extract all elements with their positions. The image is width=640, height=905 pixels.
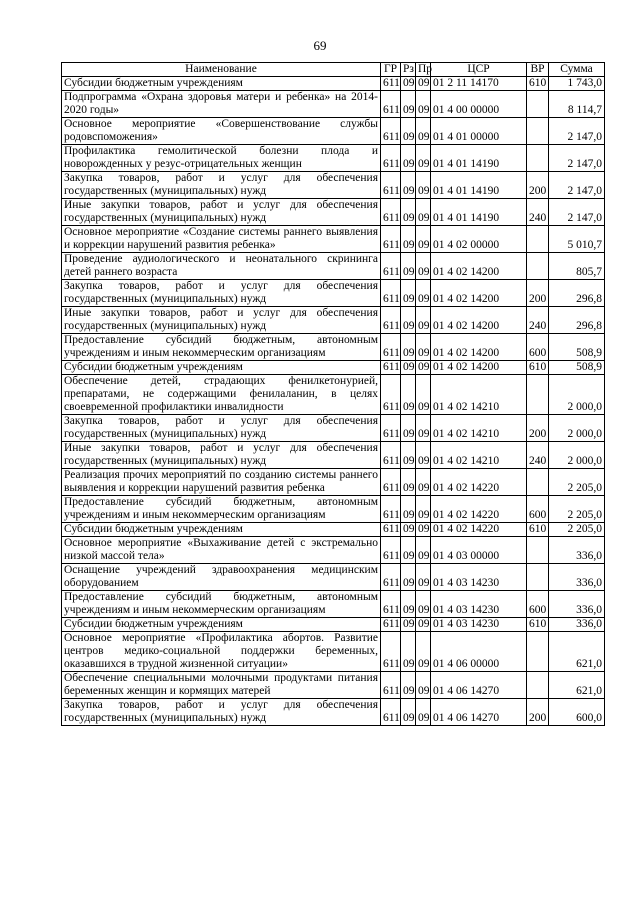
- cell-csr: 01 4 03 14230: [431, 564, 527, 591]
- cell-name: Профилактика гемолитической болезни плода и новорожденных у резус-отрицательных женщин: [62, 145, 381, 172]
- header-sum: Сумма: [549, 63, 605, 77]
- cell-name: Закупка товаров, работ и услуг для обеспечения государственных (муниципальных) нужд: [62, 415, 381, 442]
- cell-csr: 01 4 02 14200: [431, 280, 527, 307]
- cell-name: Основное мероприятие «Профилактика абортов. Развитие центров медико-социальной поддержки беременных, оказавшихся в трудной жизненной ситуации»: [62, 632, 381, 672]
- cell-rz: 09: [401, 496, 416, 523]
- cell-rz: 09: [401, 172, 416, 199]
- cell-pr: 09: [416, 91, 431, 118]
- cell-gr: 611: [381, 145, 401, 172]
- cell-pr: 09: [416, 172, 431, 199]
- cell-sum: 2 147,0: [549, 145, 605, 172]
- cell-name: Основное мероприятие «Совершенствование службы родовспоможения»: [62, 118, 381, 145]
- header-gr: ГР: [381, 63, 401, 77]
- table-row: [62, 618, 605, 632]
- cell-pr: 09: [416, 537, 431, 564]
- cell-sum: 600,0: [549, 699, 605, 726]
- cell-gr: 611: [381, 537, 401, 564]
- cell-pr: 09: [416, 253, 431, 280]
- cell-vr: [527, 375, 549, 415]
- cell-pr: 09: [416, 618, 431, 632]
- cell-name: Основное мероприятие «Выхаживание детей с экстремально низкой массой тела»: [62, 537, 381, 564]
- cell-pr: 09: [416, 307, 431, 334]
- cell-gr: 611: [381, 496, 401, 523]
- cell-sum: 336,0: [549, 591, 605, 618]
- cell-csr: 01 4 02 14210: [431, 375, 527, 415]
- cell-rz: 09: [401, 361, 416, 375]
- cell-csr: 01 4 01 14190: [431, 145, 527, 172]
- cell-name: Предоставление субсидий бюджетным, автономным учреждениям и иным некоммерческим организациям: [62, 591, 381, 618]
- cell-name: Обеспечение специальными молочными продуктами питания беременных женщин и кормящих матерей: [62, 672, 381, 699]
- cell-csr: 01 4 03 14230: [431, 591, 527, 618]
- cell-name: Закупка товаров, работ и услуг для обеспечения государственных (муниципальных) нужд: [62, 172, 381, 199]
- table-row: [62, 442, 605, 469]
- budget-table: [61, 62, 605, 726]
- header-csr: ЦСР: [431, 63, 527, 77]
- cell-vr: [527, 91, 549, 118]
- cell-rz: 09: [401, 469, 416, 496]
- table-row: [62, 672, 605, 699]
- table-row: [62, 591, 605, 618]
- cell-gr: 611: [381, 226, 401, 253]
- cell-gr: 611: [381, 415, 401, 442]
- cell-vr: 610: [527, 618, 549, 632]
- cell-vr: [527, 118, 549, 145]
- table-row: [62, 375, 605, 415]
- cell-csr: 01 2 11 14170: [431, 77, 527, 91]
- cell-pr: 09: [416, 145, 431, 172]
- cell-sum: 805,7: [549, 253, 605, 280]
- table-row: [62, 77, 605, 91]
- cell-rz: 09: [401, 118, 416, 145]
- cell-sum: 2 000,0: [549, 375, 605, 415]
- cell-name: Оснащение учреждений здравоохранения медицинским оборудованием: [62, 564, 381, 591]
- cell-pr: 09: [416, 375, 431, 415]
- cell-rz: 09: [401, 618, 416, 632]
- cell-sum: 621,0: [549, 672, 605, 699]
- cell-gr: 611: [381, 564, 401, 591]
- cell-vr: 610: [527, 523, 549, 537]
- cell-vr: 600: [527, 334, 549, 361]
- cell-sum: 2 205,0: [549, 496, 605, 523]
- cell-gr: 611: [381, 334, 401, 361]
- cell-name: Иные закупки товаров, работ и услуг для обеспечения государственных (муниципальных) нужд: [62, 307, 381, 334]
- cell-rz: 09: [401, 77, 416, 91]
- table-row: [62, 496, 605, 523]
- cell-pr: 09: [416, 469, 431, 496]
- cell-pr: 09: [416, 361, 431, 375]
- cell-name: Подпрограмма «Охрана здоровья матери и ребенка» на 2014-2020 годы»: [62, 91, 381, 118]
- table-row: [62, 523, 605, 537]
- cell-sum: 2 147,0: [549, 199, 605, 226]
- cell-sum: 621,0: [549, 632, 605, 672]
- cell-pr: 09: [416, 199, 431, 226]
- table-row: [62, 334, 605, 361]
- cell-pr: 09: [416, 118, 431, 145]
- table-row: [62, 199, 605, 226]
- table-header-row: [62, 63, 605, 77]
- table-row: [62, 415, 605, 442]
- table-row: [62, 699, 605, 726]
- cell-rz: 09: [401, 280, 416, 307]
- cell-gr: 611: [381, 253, 401, 280]
- cell-pr: 09: [416, 672, 431, 699]
- page-number: 69: [313, 38, 327, 53]
- cell-rz: 09: [401, 307, 416, 334]
- cell-rz: 09: [401, 415, 416, 442]
- cell-vr: 200: [527, 280, 549, 307]
- cell-vr: [527, 537, 549, 564]
- cell-gr: 611: [381, 91, 401, 118]
- cell-vr: 200: [527, 415, 549, 442]
- cell-pr: 09: [416, 77, 431, 91]
- cell-gr: 611: [381, 523, 401, 537]
- cell-rz: 09: [401, 564, 416, 591]
- cell-pr: 09: [416, 415, 431, 442]
- cell-csr: 01 4 00 00000: [431, 91, 527, 118]
- cell-gr: 611: [381, 591, 401, 618]
- cell-gr: 611: [381, 632, 401, 672]
- cell-vr: 600: [527, 591, 549, 618]
- cell-vr: [527, 145, 549, 172]
- cell-pr: 09: [416, 226, 431, 253]
- table-row: [62, 253, 605, 280]
- cell-name: Обеспечение детей, страдающих фенилкетонурией, препаратами, не содержащими фенилаланин, в целях своевременной профилактики инвалидности: [62, 375, 381, 415]
- cell-gr: 611: [381, 199, 401, 226]
- cell-name: Проведение аудиологического и неонатального скрининга детей раннего возраста: [62, 253, 381, 280]
- table-row: [62, 172, 605, 199]
- cell-rz: 09: [401, 253, 416, 280]
- table-row: [62, 307, 605, 334]
- cell-pr: 09: [416, 699, 431, 726]
- cell-vr: [527, 672, 549, 699]
- cell-name: Иные закупки товаров, работ и услуг для обеспечения государственных (муниципальных) нужд: [62, 442, 381, 469]
- cell-csr: 01 4 02 14220: [431, 469, 527, 496]
- cell-csr: 01 4 02 14200: [431, 361, 527, 375]
- cell-sum: 336,0: [549, 537, 605, 564]
- cell-vr: [527, 469, 549, 496]
- cell-name: Субсидии бюджетным учреждениям: [62, 361, 381, 375]
- cell-rz: 09: [401, 591, 416, 618]
- cell-pr: 09: [416, 496, 431, 523]
- cell-vr: [527, 253, 549, 280]
- cell-pr: 09: [416, 280, 431, 307]
- cell-rz: 09: [401, 537, 416, 564]
- cell-name: Реализация прочих мероприятий по созданию системы раннего выявления и коррекции нарушений развития ребенка: [62, 469, 381, 496]
- cell-gr: 611: [381, 307, 401, 334]
- cell-name: Предоставление субсидий бюджетным, автономным учреждениям и иным некоммерческим организациям: [62, 496, 381, 523]
- cell-vr: 240: [527, 307, 549, 334]
- cell-rz: 09: [401, 523, 416, 537]
- cell-csr: 01 4 06 00000: [431, 632, 527, 672]
- cell-rz: 09: [401, 442, 416, 469]
- cell-sum: 2 000,0: [549, 415, 605, 442]
- cell-rz: 09: [401, 199, 416, 226]
- cell-pr: 09: [416, 442, 431, 469]
- cell-csr: 01 4 02 00000: [431, 226, 527, 253]
- cell-gr: 611: [381, 699, 401, 726]
- table-row: [62, 226, 605, 253]
- cell-name: Основное мероприятие «Создание системы раннего выявления и коррекции нарушений развития ребенка»: [62, 226, 381, 253]
- cell-rz: 09: [401, 632, 416, 672]
- cell-gr: 611: [381, 77, 401, 91]
- cell-vr: 200: [527, 699, 549, 726]
- cell-sum: 296,8: [549, 280, 605, 307]
- table-row: [62, 145, 605, 172]
- cell-gr: 611: [381, 280, 401, 307]
- cell-pr: 09: [416, 591, 431, 618]
- cell-gr: 611: [381, 375, 401, 415]
- cell-csr: 01 4 02 14210: [431, 442, 527, 469]
- table-row: [62, 361, 605, 375]
- cell-rz: 09: [401, 672, 416, 699]
- cell-csr: 01 4 03 00000: [431, 537, 527, 564]
- table-row: [62, 118, 605, 145]
- header-rz: Рз: [401, 63, 416, 77]
- table-row: [62, 632, 605, 672]
- cell-sum: 2 000,0: [549, 442, 605, 469]
- cell-name: Закупка товаров, работ и услуг для обеспечения государственных (муниципальных) нужд: [62, 280, 381, 307]
- cell-sum: 2 147,0: [549, 172, 605, 199]
- cell-vr: [527, 632, 549, 672]
- cell-vr: 200: [527, 172, 549, 199]
- cell-sum: 336,0: [549, 564, 605, 591]
- header-name: Наименование: [62, 63, 381, 77]
- cell-gr: 611: [381, 172, 401, 199]
- cell-csr: 01 4 02 14200: [431, 334, 527, 361]
- cell-gr: 611: [381, 618, 401, 632]
- cell-csr: 01 4 06 14270: [431, 699, 527, 726]
- cell-gr: 611: [381, 118, 401, 145]
- cell-sum: 336,0: [549, 618, 605, 632]
- cell-vr: [527, 564, 549, 591]
- cell-sum: 2 147,0: [549, 118, 605, 145]
- cell-rz: 09: [401, 91, 416, 118]
- cell-name: Закупка товаров, работ и услуг для обеспечения государственных (муниципальных) нужд: [62, 699, 381, 726]
- table-row: [62, 91, 605, 118]
- header-pr: Пр: [416, 63, 431, 77]
- cell-gr: 611: [381, 672, 401, 699]
- header-vr: ВР: [527, 63, 549, 77]
- cell-csr: 01 4 02 14220: [431, 496, 527, 523]
- cell-sum: 2 205,0: [549, 523, 605, 537]
- cell-sum: 508,9: [549, 361, 605, 375]
- cell-sum: 296,8: [549, 307, 605, 334]
- cell-vr: [527, 226, 549, 253]
- cell-csr: 01 4 02 14220: [431, 523, 527, 537]
- cell-csr: 01 4 01 14190: [431, 172, 527, 199]
- cell-rz: 09: [401, 145, 416, 172]
- cell-csr: 01 4 03 14230: [431, 618, 527, 632]
- cell-gr: 611: [381, 361, 401, 375]
- cell-name: Субсидии бюджетным учреждениям: [62, 618, 381, 632]
- cell-sum: 1 743,0: [549, 77, 605, 91]
- cell-csr: 01 4 01 14190: [431, 199, 527, 226]
- cell-name: Иные закупки товаров, работ и услуг для обеспечения государственных (муниципальных) нужд: [62, 199, 381, 226]
- cell-sum: 508,9: [549, 334, 605, 361]
- cell-vr: 610: [527, 361, 549, 375]
- cell-vr: 600: [527, 496, 549, 523]
- cell-sum: 2 205,0: [549, 469, 605, 496]
- cell-sum: 5 010,7: [549, 226, 605, 253]
- cell-csr: 01 4 02 14210: [431, 415, 527, 442]
- table-row: [62, 537, 605, 564]
- cell-pr: 09: [416, 334, 431, 361]
- table-row: [62, 564, 605, 591]
- cell-rz: 09: [401, 699, 416, 726]
- cell-csr: 01 4 06 14270: [431, 672, 527, 699]
- cell-sum: 8 114,7: [549, 91, 605, 118]
- cell-vr: 610: [527, 77, 549, 91]
- cell-name: Субсидии бюджетным учреждениям: [62, 77, 381, 91]
- cell-pr: 09: [416, 632, 431, 672]
- cell-name: Предоставление субсидий бюджетным, автономным учреждениям и иным некоммерческим организациям: [62, 334, 381, 361]
- cell-rz: 09: [401, 334, 416, 361]
- cell-rz: 09: [401, 375, 416, 415]
- cell-pr: 09: [416, 564, 431, 591]
- cell-rz: 09: [401, 226, 416, 253]
- cell-csr: 01 4 02 14200: [431, 253, 527, 280]
- table-row: [62, 469, 605, 496]
- cell-csr: 01 4 01 00000: [431, 118, 527, 145]
- cell-gr: 611: [381, 442, 401, 469]
- cell-vr: 240: [527, 199, 549, 226]
- cell-vr: 240: [527, 442, 549, 469]
- cell-pr: 09: [416, 523, 431, 537]
- cell-name: Субсидии бюджетным учреждениям: [62, 523, 381, 537]
- table-row: [62, 280, 605, 307]
- cell-csr: 01 4 02 14200: [431, 307, 527, 334]
- cell-gr: 611: [381, 469, 401, 496]
